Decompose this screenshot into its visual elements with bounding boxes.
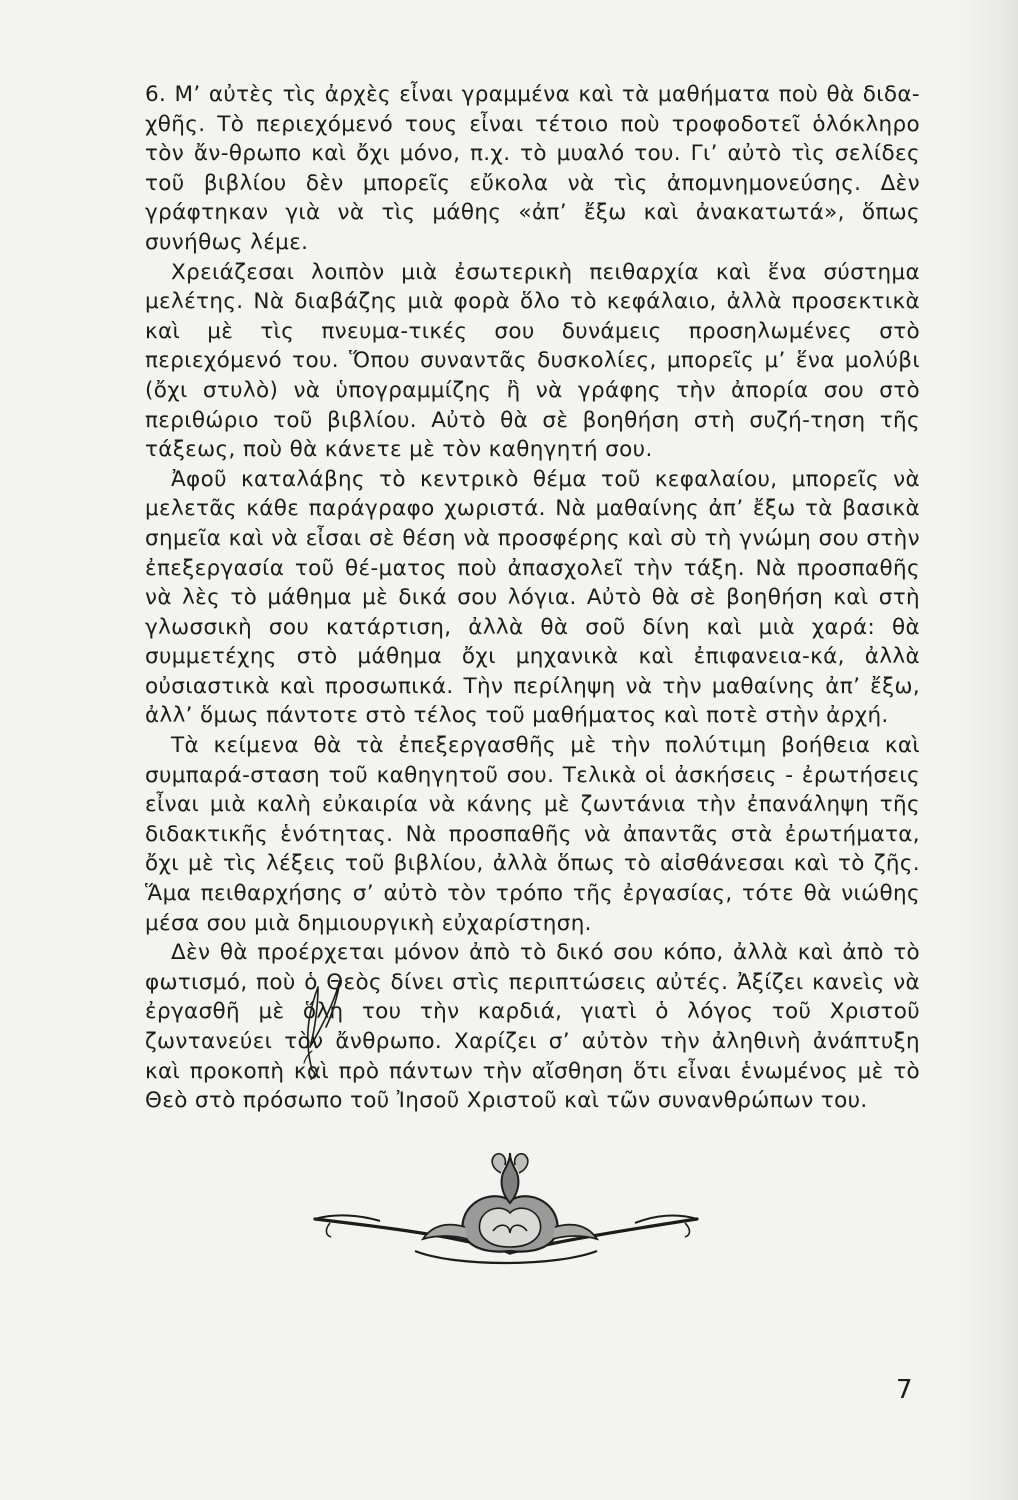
handwritten-signature-icon [282, 975, 362, 1080]
paragraph-2: Χρειάζεσαι λοιπὸν μιὰ ἐσωτερικὴ πειθαρχία καὶ ἕνα σύστημα μελέτης. Νὰ διαβάζης μιὰ φορὰ ὅλο τὸ κεφάλαιο, ἀλλὰ προσεκτικὰ καὶ μὲ τὶς πνευμα-τικές σου δυνάμεις προσηλωμένες στὸ περιεχόμενό του. Ὅπου συναντᾶς δυσκολίες, μπορεῖς μ’ ἕνα μολύβι (ὄχι στυλὸ) νὰ ὑπογραμμίζης ἢ νὰ γράφης τὴν ἀπορία σου στὸ περιθώριο τοῦ βιβλίου. Αὐτὸ θὰ σὲ βοηθήση στὴ συζή-τηση τῆς τάξεως, ποὺ θὰ κάνετε μὲ τὸν καθηγητή σου. [145, 259, 920, 463]
page-edge-shadow [958, 0, 1018, 1500]
paragraph-1: 6. Μ’ αὐτὲς τὶς ἀρχὲς εἶναι γραμμένα καὶ τὰ μαθήματα ποὺ θὰ διδα-χθῆς. Τὸ περιεχόμενό τους εἶναι τέτοιο ποὺ τροφοδοτεῖ ὁλόκληρο τὸν ἄν-θρωπο καὶ ὄχι μόνο, π.χ. τὸ μυαλό του. Γι’ αὐτὸ τὶς σελίδες τοῦ βιβλίου δὲν μπορεῖς εὔκολα νὰ τὶς ἀπομνημονεύσης. Δὲν γράφτηκαν γιὰ νὰ τὶς μάθης «ἀπ’ ἔξω καὶ ἀνακατωτά», ὅπως συνήθως λέμε. [145, 82, 920, 255]
floral-ornament-icon [305, 1143, 705, 1275]
page-number: 7 [896, 1375, 913, 1405]
body-text [145, 80, 920, 1116]
paragraph-5: Δὲν θὰ προέρχεται μόνον ἀπὸ τὸ δικό σου κόπο, ἀλλὰ καὶ ἀπὸ τὸ φωτισμό, ποὺ ὁ Θεὸς δίνει στὶς περιπτώσεις αὐτές. Ἀξίζει κανεὶς νὰ ἐργασθῆ μὲ ὅλη του τὴν καρδιά, γιατὶ ὁ λόγος τοῦ Χριστοῦ ζωντανεύει τὸν ἄνθρωπο. Χαρίζει σ’ αὐτὸν τὴν ἀληθινὴ ἀνάπτυξη καὶ προκοπὴ καὶ πρὸ πάντων τὴν αἴσθηση ὅτι εἶναι ἑνωμένος μὲ τὸ Θεὸ στὸ πρόσωπο τοῦ Ἰησοῦ Χριστοῦ καὶ τῶν συνανθρώπων του. [145, 940, 920, 1114]
paragraph-3: Ἀφοῦ καταλάβης τὸ κεντρικὸ θέμα τοῦ κεφαλαίου, μπορεῖς νὰ μελετᾶς κάθε παράγραφο χωριστά. Νὰ μαθαίνης ἀπ’ ἔξω τὰ βασικὰ σημεῖα καὶ νὰ εἶσαι σὲ θέση νὰ προσφέρης καὶ σὺ τὴ γνώμη σου στὴν ἐπεξεργασία τοῦ θέ-ματος ποὺ ἀπασχολεῖ τὴν τάξη. Νὰ προσπαθῆς νὰ λὲς τὸ μάθημα μὲ δικά σου λόγια. Αὐτὸ θὰ σὲ βοηθήση καὶ στὴ γλωσσικὴ σου κατάρτιση, ἀλλὰ θὰ σοῦ δίνη καὶ μιὰ χαρά: θὰ συμμετέχης στὸ μάθημα ὄχι μηχανικὰ καὶ ἐπιφανεια-κά, ἀλλὰ οὐσιαστικὰ καὶ προσωπικά. Τὴν περίληψη νὰ τὴν μαθαίνης ἀπ’ ἔξω, ἀλλ’ ὅμως πάντοτε στὸ τέλος τοῦ μαθήματος καὶ ποτὲ στὴν ἀρχή. [145, 466, 920, 729]
paragraph-4: Τὰ κείμενα θὰ τὰ ἐπεξεργασθῆς μὲ τὴν πολύτιμη βοήθεια καὶ συμπαρά-σταση τοῦ καθηγητοῦ σου. Τελικὰ οἱ ἀσκήσεις - ἐρωτήσεις εἶναι μιὰ καλὴ εὐκαιρία νὰ κάνης μὲ ζωντάνια τὴν ἐπανάληψη τῆς διδακτικῆς ἑνότητας. Νὰ προσπαθῆς νὰ ἀπαντᾶς στὰ ἐρωτήματα, ὄχι μὲ τὶς λέξεις τοῦ βιβλίου, ἀλλὰ ὅπως τὸ αἰσθάνεσαι καὶ τὸ ζῆς. Ἅμα πειθαρχήσης σ’ αὐτὸ τὸν τρόπο τῆς ἐργασίας, τότε θὰ νιώθης μέσα σου μιὰ δημιουργικὴ εὐχαρίστηση. [145, 733, 920, 936]
